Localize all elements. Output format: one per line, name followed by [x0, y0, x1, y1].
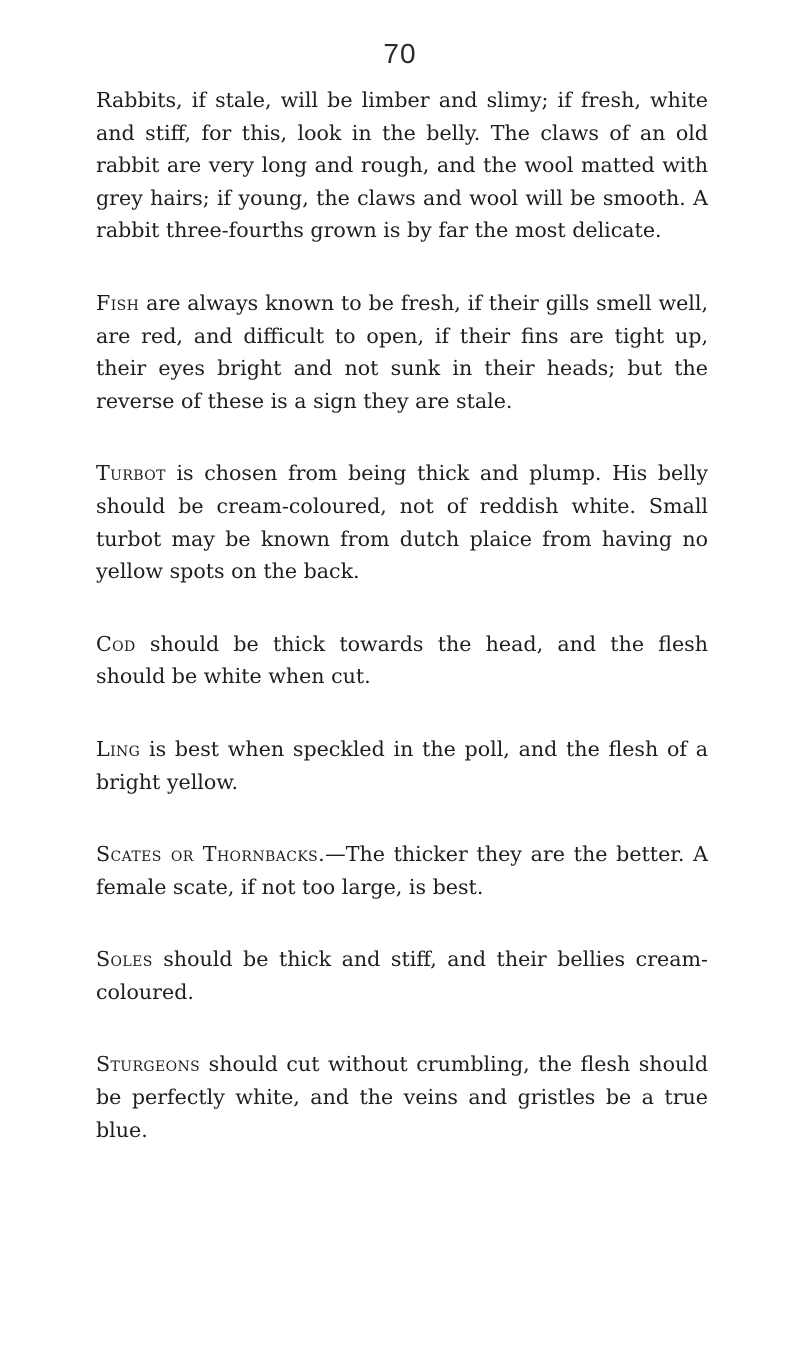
page-number: 70 [383, 38, 417, 69]
paragraph-text: is best when speckled in the poll, and the flesh of a bright yellow. [96, 736, 708, 794]
paragraph-text: Rabbits, if stale, will be limber and slimy; if fresh, white and stiff, for this, look in the belly. The claws of an old rabbit are very long and rough, and the wool matted with grey hairs; if young, the claws and wool will be smooth. A rabbit three-fourths grown is by far the most delicate. [96, 88, 708, 243]
paragraph-rabbits [96, 84, 708, 247]
paragraph-soles [96, 943, 708, 1008]
paragraph-cod [96, 628, 708, 693]
paragraph-text: should be thick towards the head, and the flesh should be white when cut. [96, 631, 708, 689]
paragraph-lead-word: Scates or Thornbacks. [96, 842, 326, 867]
paragraph-turbot [96, 457, 708, 587]
page-body [96, 84, 708, 1146]
paragraph-lead-word: Sturgeons [96, 1052, 201, 1077]
paragraph-text: are always known to be fresh, if their gills smell well, are red, and difficult to open, if their fins are tight up, their eyes bright and not sunk in their heads; but the reverse of these is a sign they are stale. [96, 290, 708, 413]
paragraph-text: should be thick and stiff, and their bellies cream-coloured. [96, 947, 708, 1004]
paragraph-text: should cut without crumbling, the flesh should be perfectly white, and the veins and gristles be a true blue. [96, 1052, 708, 1142]
paragraph-lead-word: Ling [96, 736, 141, 761]
paragraph-lead-word: Turbot [96, 461, 166, 486]
paragraph-lead-word: Soles [96, 947, 153, 972]
paragraph-text: is chosen from being thick and plump. His belly should be cream-coloured, not of reddish white. Small turbot may be known from dutch plaice from having no yellow spots on the back. [96, 461, 708, 584]
paragraph-scates [96, 838, 708, 903]
paragraph-sturgeons [96, 1048, 708, 1146]
paragraph-ling [96, 733, 708, 798]
paragraph-lead-word: Fish [96, 290, 140, 315]
paragraph-text: —The thicker they are the better. A female scate, if not too large, is best. [96, 842, 708, 899]
paragraph-lead-word: Cod [96, 631, 136, 656]
paragraph-fish [96, 287, 708, 417]
